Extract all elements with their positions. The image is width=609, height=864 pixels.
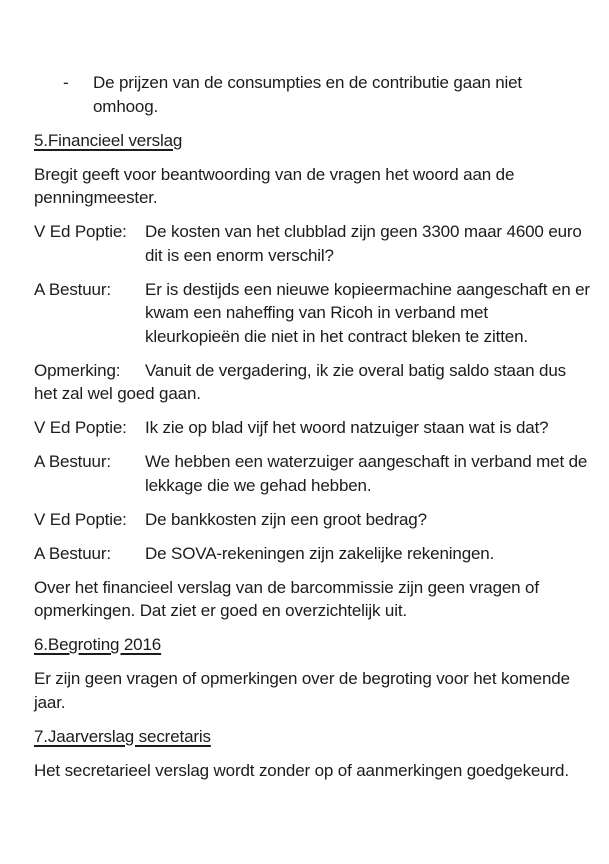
text-line: [34, 359, 594, 383]
heading-text: 7.Jaarverslag secretaris: [34, 726, 211, 746]
text-line: Over het financieel verslag van de barcommissie zijn geen vragen of: [34, 577, 539, 597]
qa-item-answer-kopieermachine: [34, 278, 594, 349]
text-line: Het secretarieel verslag wordt zonder op of aanmerkingen goedgekeurd.: [34, 760, 569, 780]
text-line: opmerkingen. Dat ziet er goed en overzichtelijk uit.: [34, 601, 408, 620]
qa-item-answer-sova: [34, 542, 594, 566]
text-line: omhoog.: [93, 96, 159, 116]
qa-item-answer-waterzuiger: [34, 450, 594, 497]
bullet-item: [34, 71, 594, 118]
text-line: De SOVA-rekeningen zijn zakelijke rekeningen.: [145, 543, 495, 563]
paragraph-opmerking: [34, 359, 594, 406]
text-line: kwam een naheffing van Ricoh in verband met: [145, 303, 488, 322]
heading-text: 5.Financieel verslag: [34, 130, 183, 150]
qa-item-question-natzuiger: [34, 416, 594, 440]
text-line: Er is destijds een nieuwe kopieermachine aangeschaft en er: [145, 279, 590, 299]
heading-text: 6.Begroting 2016: [34, 635, 162, 654]
text-line: Ik zie op blad vijf het woord natzuiger staan wat is dat?: [145, 418, 549, 437]
speaker-label: A Bestuur:: [34, 543, 111, 563]
speaker-label: A Bestuur:: [34, 279, 111, 299]
text-line: De kosten van het clubblad zijn geen 3300 maar 4600 euro: [145, 222, 582, 241]
qa-item-question-clubblad: [34, 220, 594, 267]
text-line: We hebben een waterzuiger aangeschaft in verband met de: [145, 452, 588, 471]
paragraph-secretaris: [34, 759, 594, 783]
speaker-label: A Bestuur:: [34, 452, 111, 471]
qa-item-question-bankkosten: [34, 508, 594, 532]
speaker-label: Opmerking:: [34, 360, 121, 380]
text-line: dit is een enorm verschil?: [145, 245, 334, 265]
paragraph-intro: [34, 163, 594, 210]
text-run: Vanuit de vergadering, ik zie overal batig saldo staan dus: [145, 360, 566, 380]
text-line: het zal wel goed gaan.: [34, 384, 201, 403]
text-line: Er zijn geen vragen of opmerkingen over de begroting voor het komende: [34, 669, 570, 688]
text-line: De bankkosten zijn een groot bedrag?: [145, 509, 427, 529]
paragraph-closing-financieel: [34, 576, 594, 623]
text-line: De prijzen van de consumpties en de contributie gaan niet: [93, 73, 523, 92]
text-line: jaar.: [34, 692, 66, 712]
speaker-label: V Ed Poptie:: [34, 418, 127, 437]
speaker-label: V Ed Poptie:: [34, 509, 127, 529]
text-line: Bregit geeft voor beantwoording van de vragen het woord aan de: [34, 164, 515, 184]
bullet-marker: -: [63, 73, 69, 92]
section-heading-begroting: [34, 633, 594, 657]
section-heading-financieel-verslag: [34, 129, 594, 153]
document-content: [34, 71, 594, 793]
paragraph-begroting: [34, 667, 594, 714]
speaker-label: V Ed Poptie:: [34, 222, 127, 241]
text-line: penningmeester.: [34, 188, 158, 207]
text-line: kleurkopieën die niet in het contract bleken te zitten.: [145, 326, 528, 346]
section-heading-jaarverslag: [34, 725, 594, 749]
text-line: lekkage die we gehad hebben.: [145, 475, 372, 495]
